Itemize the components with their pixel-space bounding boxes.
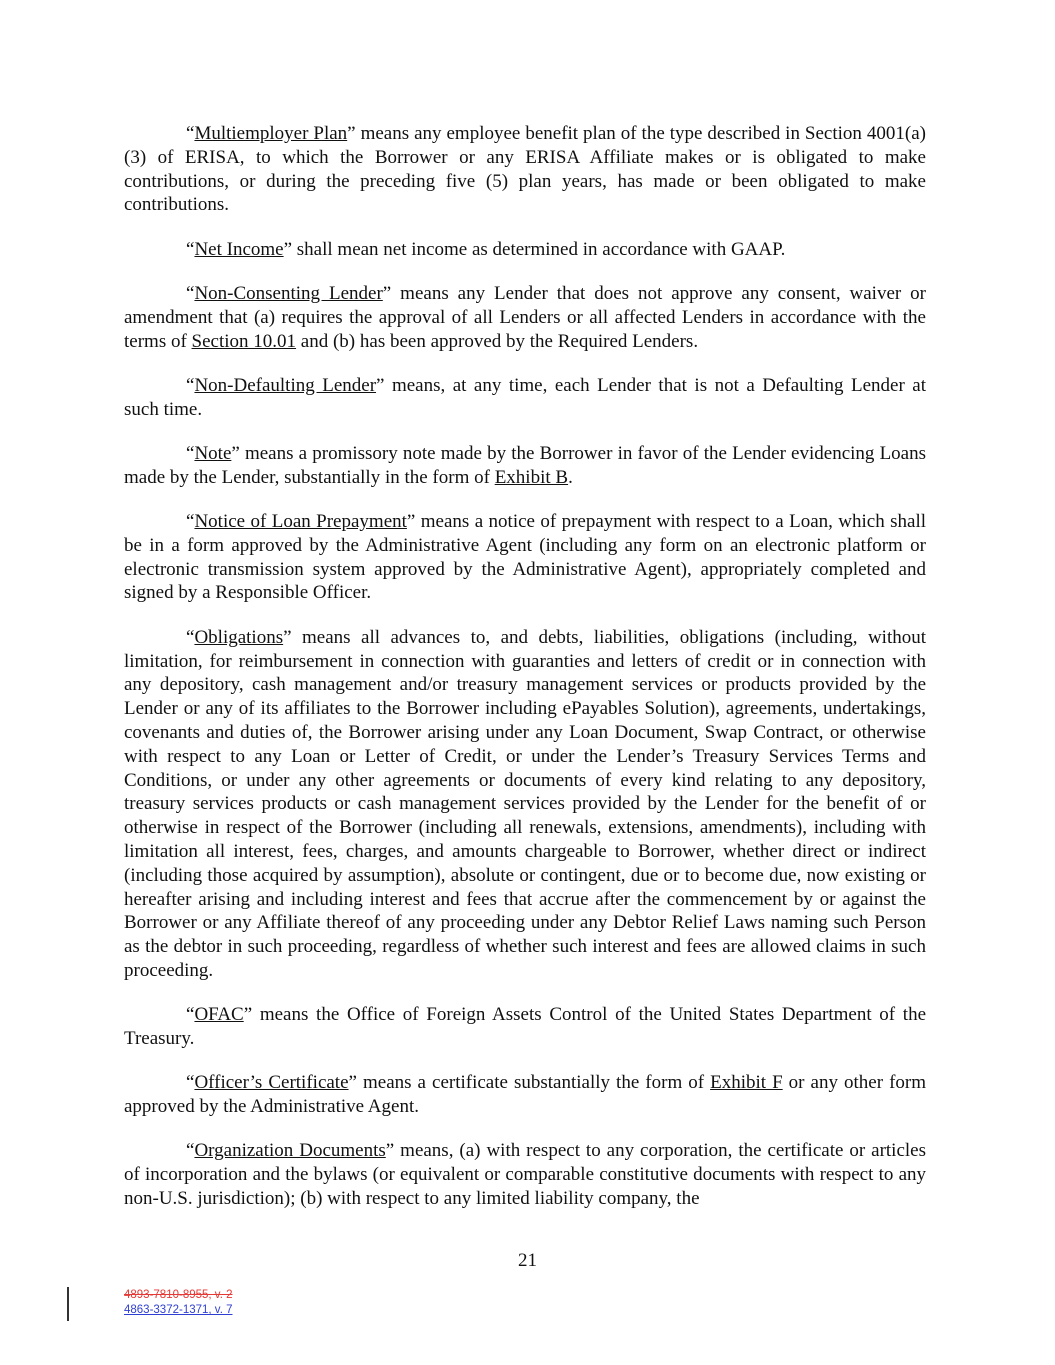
definition-ofac: “OFAC” means the Office of Foreign Assets Control of the United States Department of the Treasury. [124,1004,926,1049]
page-number: 21 [518,1250,537,1271]
defined-term: Officer’s Certificate [194,1072,349,1094]
definition-obligations: “Obligations” means all advances to, and debts, liabilities, obligations (including, without limitation, for reimbursement in connection with guaranties and letters of credit or in connection with any depository, cash management and/or treasury management services or products provided by the Lender or any of its affiliates to the Borrower including ePayables Solution), agreements, undertakings, covenants and duties of, the Borrower arising under any Loan Document, Swap Contract, or otherwise with respect to any Loan or Letter of Credit, or under the Lender’s Treasury Services Terms and Conditions, or under any other agreements or documents of every kind relating to any depository, treasury services products or cash management services provided by the Lender for the benefit of or otherwise in respect of the Borrower (including all renewals, extensions, amendments), including with limitation all interest, fees, charges, and amounts chargeable to Borrower, whether direct or indirect (including those acquired by assumption), absolute or contingent, due or to become due, now existing or hereafter arising and including interest and fees that accrue after the commencement by or against the Borrower or any Affiliate thereof of any proceeding under any Debtor Relief Laws naming such Person as the debtor in such proceeding, regardless of whether such interest and fees are allowed claims in such proceeding. [124,626,926,981]
defined-term: OFAC [194,1004,244,1026]
definitions-body [124,122,926,1231]
defined-term: Note [194,442,232,464]
exhibit-reference: Exhibit B [494,466,569,488]
defined-term: Non-Defaulting Lender [194,374,377,396]
definition-officers-certificate: “Officer’s Certificate” means a certificate substantially the form of Exhibit F or any other form approved by the Administrative Agent. [124,1072,926,1118]
definition-organization-documents: “Organization Documents” means, (a) with respect to any corporation, the certificate or articles of incorporation and the bylaws (or equivalent or comparable constitutive documents with respect to any non-U.S. jurisdiction); (b) with respect to any limited liability company, the [124,1140,926,1209]
definition-non-defaulting-lender: “Non-Defaulting Lender” means, at any time, each Lender that is not a Defaulting Lender at such time. [124,374,926,420]
defined-term: Notice of Loan Prepayment [194,511,407,533]
revision-change-bar [67,1287,69,1321]
exhibit-reference: Exhibit F [710,1072,783,1094]
defined-term: Net Income [194,238,284,260]
definition-note: “Note” means a promissory note made by the Borrower in favor of the Lender evidencing Loans made by the Lender, substantially in the form of Exhibit B. [124,442,926,488]
definition-net-income: “Net Income” shall mean net income as determined in accordance with GAAP. [186,238,786,260]
definition-multiemployer-plan: “Multiemployer Plan” means any employee benefit plan of the type described in Section 4001(a)(3) of ERISA, to which the Borrower or any ERISA Affiliate makes or is obligated to make contributions, or during the preceding five (5) plan years, has made or been obligated to make contributions. [124,123,926,216]
definition-non-consenting-lender: “Non-Consenting Lender” means any Lender that does not approve any consent, waiver or amendment that (a) requires the approval of all Lenders or all affected Lenders in accordance with the terms of Section 10.01 and (b) has been approved by the Required Lenders. [124,282,926,352]
defined-term: Organization Documents [194,1140,386,1162]
document-id-deleted: 4893-7810-8955, v. 2 [124,1289,233,1301]
definition-notice-of-loan-prepayment: “Notice of Loan Prepayment” means a notice of prepayment with respect to a Loan, which shall be in a form approved by the Administrative Agent (including any form on an electronic platform or electronic transmission system approved by the Administrative Agent), appropriately completed and signed by a Responsible Officer. [124,511,926,604]
section-reference: Section 10.01 [191,330,297,352]
defined-term: Multiemployer Plan [194,123,348,144]
defined-term: Obligations [194,626,284,648]
defined-term: Non-Consenting Lender [194,282,383,304]
document-id-inserted: 4863-3372-1371, v. 7 [124,1304,233,1316]
